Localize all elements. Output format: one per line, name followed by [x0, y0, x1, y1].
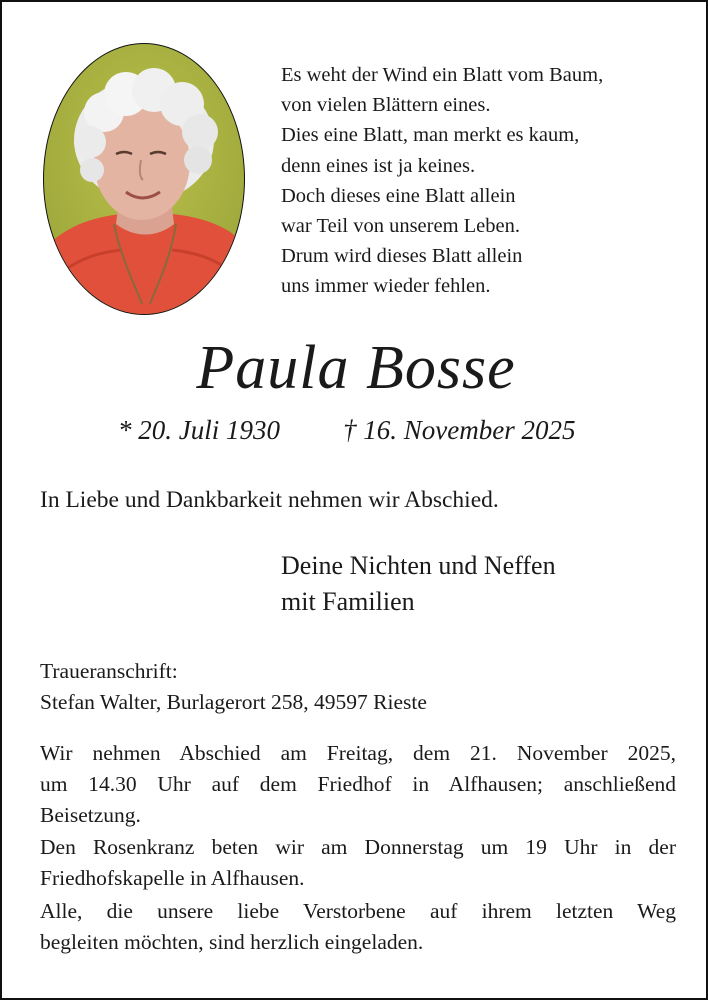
signers — [281, 548, 556, 620]
portrait-photo — [42, 42, 246, 316]
service-line: Beisetzung. — [40, 803, 141, 827]
rosary-line: Den Rosenkranz beten wir am Donnerstag um 19 Uhr in der — [40, 835, 676, 859]
service-line: um 14.30 Uhr auf dem Friedhof in Alfhausen; anschließend — [40, 772, 676, 796]
address-value: Stefan Walter, Burlagerort 258, 49597 Rieste — [40, 690, 427, 714]
signer-line: mit Familien — [281, 587, 415, 616]
invitation-line: begleiten möchten, sind herzlich eingeladen. — [40, 930, 424, 954]
poem-line: Doch dieses eine Blatt allein — [281, 184, 516, 207]
rosary-info — [40, 832, 676, 894]
rosary-line: Friedhofskapelle in Alfhausen. — [40, 866, 305, 890]
invitation-line: Alle, die unsere liebe Verstorbene auf ihrem letzten Weg — [40, 899, 676, 923]
poem-line: Es weht der Wind ein Blatt vom Baum, — [281, 64, 604, 86]
mourning-address — [40, 656, 427, 718]
farewell-text: In Liebe und Dankbarkeit nehmen wir Abschied. — [40, 487, 499, 513]
service-info — [40, 738, 676, 831]
service-line: Wir nehmen Abschied am Freitag, dem 21. November 2025, — [40, 741, 676, 765]
death-date: † 16. November 2025 — [343, 415, 576, 445]
deceased-name: Paula Bosse — [196, 334, 516, 402]
poem-line: war Teil von unserem Leben. — [281, 215, 520, 238]
poem-line: Drum wird dieses Blatt allein — [281, 245, 523, 268]
poem-line: Dies eine Blatt, man merkt es kaum, — [281, 124, 580, 147]
poem — [281, 60, 603, 302]
poem-line: uns immer wieder fehlen. — [281, 275, 491, 298]
birth-date: * 20. Juli 1930 — [118, 415, 280, 445]
signer-line: Deine Nichten und Neffen — [281, 551, 556, 580]
poem-line: denn eines ist ja keines. — [281, 154, 476, 177]
invitation-info — [40, 896, 676, 958]
address-label: Traueranschrift: — [40, 659, 178, 683]
poem-line: von vielen Blättern eines. — [281, 94, 491, 117]
